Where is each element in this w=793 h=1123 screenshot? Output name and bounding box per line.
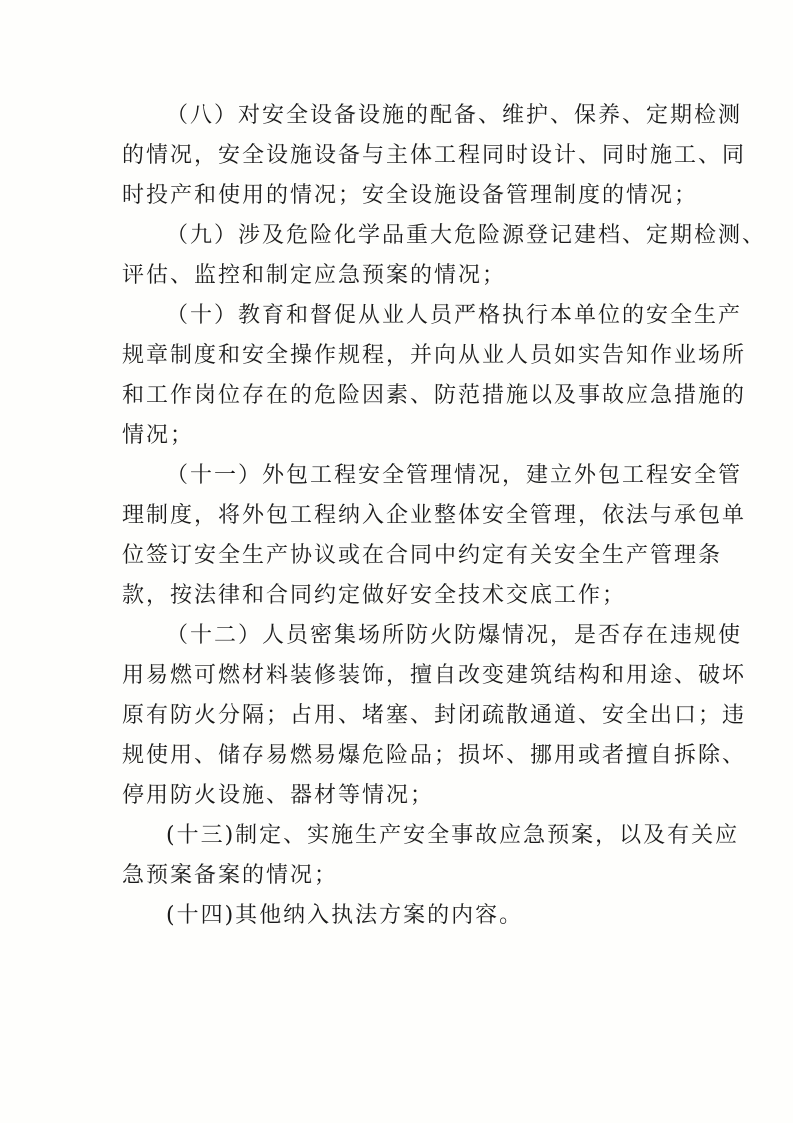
text-line: 的情况，安全设施设备与主体工程同时设计、同时施工、同 [122, 143, 747, 168]
paragraph-10 [122, 296, 747, 456]
text-line: 规使用、储存易燃易爆危险品；损坏、挪用或者擅自拆除、 [122, 743, 747, 768]
text-line: 急预案备案的情况； [122, 863, 339, 888]
text-line: （十一）外包工程安全管理情况，建立外包工程安全管 [166, 463, 743, 488]
text-line: 规章制度和安全操作规程，并向从业人员如实告知作业场所 [122, 343, 747, 368]
text-line: 情况； [122, 423, 195, 448]
text-line: 款，按法律和合同约定做好安全技术交底工作； [122, 583, 627, 608]
paragraph-12 [122, 616, 747, 816]
text-line: (十四)其他纳入执法方案的内容。 [166, 903, 524, 928]
text-line: （九）涉及危险化学品重大危险源登记建档、定期检测、 [166, 223, 767, 248]
document-body [122, 96, 767, 936]
text-line: （八）对安全设备设施的配备、维护、保养、定期检测 [166, 103, 743, 128]
text-line: 停用防火设施、器材等情况； [122, 783, 435, 808]
text-line: 时投产和使用的情况；安全设施设备管理制度的情况； [122, 183, 699, 208]
paragraph-14 [122, 896, 682, 936]
paragraph-9 [122, 216, 767, 296]
text-line: 原有防火分隔；占用、堵塞、封闭疏散通道、安全出口；违 [122, 703, 747, 728]
paragraph-13 [122, 816, 740, 896]
text-line: 用易燃可燃材料装修装饰，擅自改变建筑结构和用途、破坏 [122, 663, 747, 688]
text-line: 理制度，将外包工程纳入企业整体安全管理，依法与承包单 [122, 503, 747, 528]
text-line: 和工作岗位存在的危险因素、防范措施以及事故应急措施的 [122, 383, 747, 408]
paragraph-8 [122, 96, 747, 216]
text-line: （十）教育和督促从业人员严格执行本单位的安全生产 [166, 303, 743, 328]
text-line: 评估、监控和制定应急预案的情况； [122, 263, 507, 288]
text-line: (十三)制定、实施生产安全事故应急预案，以及有关应 [166, 823, 740, 848]
text-line: 位签订安全生产协议或在合同中约定有关安全生产管理条 [122, 543, 723, 568]
paragraph-11 [122, 456, 747, 616]
text-line: （十二）人员密集场所防火防爆情况，是否存在违规使 [166, 623, 743, 648]
